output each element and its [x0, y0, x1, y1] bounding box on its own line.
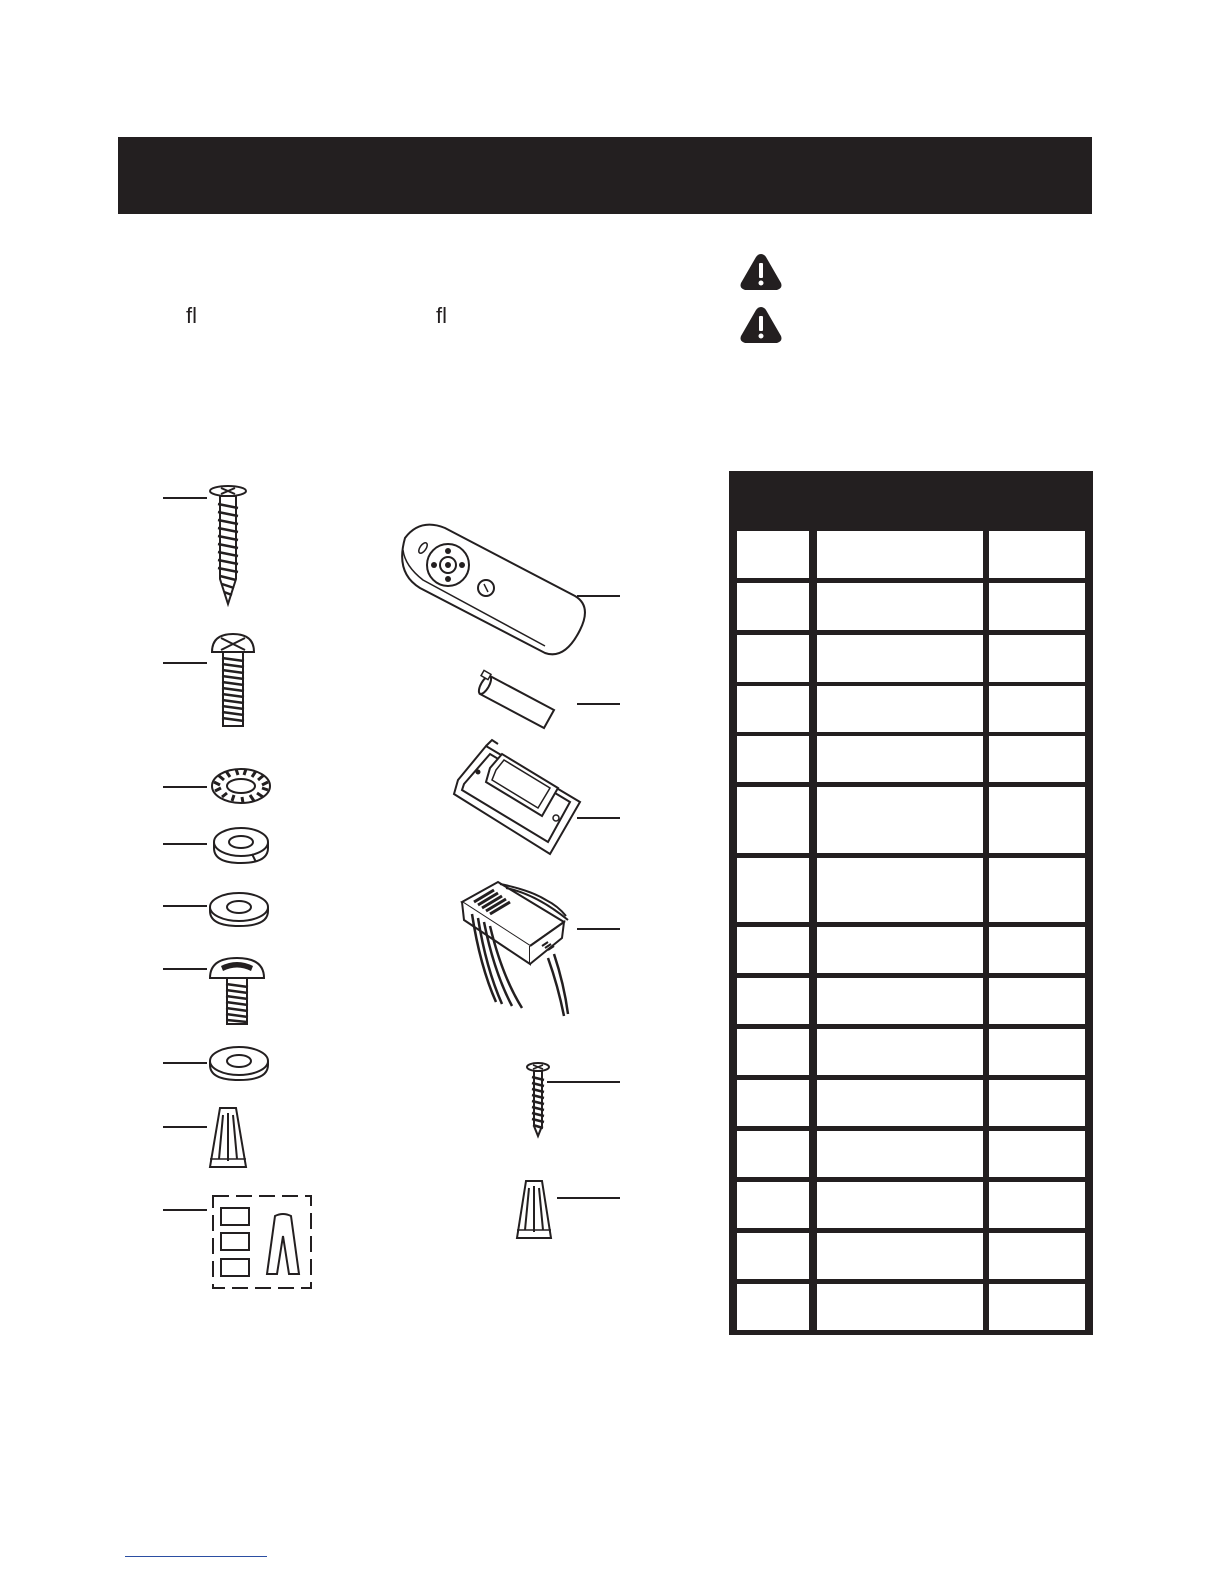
leader-line: [163, 968, 207, 970]
parts-table-cell: [817, 583, 983, 630]
parts-table-cell: [817, 686, 983, 732]
warning-triangle-icon: [739, 253, 783, 293]
truss-head-screw-icon: [207, 954, 267, 1030]
flat-washer-icon: [208, 890, 270, 930]
leader-line: [163, 843, 207, 845]
leader-line: [163, 497, 207, 499]
parts-table-cell: [989, 1284, 1085, 1330]
parts-table-cell: [737, 1284, 809, 1330]
parts-table-cell: [989, 927, 1085, 973]
parts-table-cell: [737, 1029, 809, 1075]
flat-washer-icon: [208, 1044, 270, 1084]
parts-table-cell: [817, 1029, 983, 1075]
parts-table-cell: [817, 1131, 983, 1177]
parts-table-cell: [737, 1233, 809, 1279]
parts-table-cell: [989, 635, 1085, 682]
parts-table-cell: [817, 736, 983, 782]
parts-table-cell: [989, 531, 1085, 578]
parts-table-cell: [737, 736, 809, 782]
parts-table-cell: [989, 1131, 1085, 1177]
parts-table-cell: [737, 1131, 809, 1177]
intro-ligature-2: ﬂ: [436, 303, 447, 328]
parts-table-cell: [989, 686, 1085, 732]
intro-ligature-1: ﬂ: [186, 303, 197, 328]
parts-table-cell: [817, 1080, 983, 1126]
parts-table-cell: [737, 787, 809, 853]
parts-table-cell: [737, 858, 809, 922]
parts-table-cell: [817, 1182, 983, 1228]
parts-table-cell: [989, 1080, 1085, 1126]
parts-table-cell: [737, 1182, 809, 1228]
leader-line: [163, 905, 207, 907]
parts-table-cell: [737, 686, 809, 732]
parts-table-cell: [737, 927, 809, 973]
parts-table-cell: [817, 531, 983, 578]
parts-table-cell: [817, 1284, 983, 1330]
star-lock-washer-icon: [210, 766, 272, 806]
parts-table-cell: [989, 583, 1085, 630]
wire-nut-icon: [513, 1178, 555, 1242]
battery-icon: [476, 666, 568, 732]
warning-triangle-icon: [739, 306, 783, 346]
leader-line: [577, 928, 620, 930]
wire-nut-icon: [206, 1105, 250, 1171]
leader-line: [163, 786, 207, 788]
parts-table-cell: [989, 978, 1085, 1024]
remote-holder-icon: [450, 738, 585, 858]
wood-screw-icon: [205, 484, 251, 610]
parts-table-cell: [989, 787, 1085, 853]
spare-parts-bag-icon: [211, 1194, 315, 1290]
parts-table-cell: [817, 858, 983, 922]
parts-table-cell: [817, 927, 983, 973]
parts-table-cell: [737, 531, 809, 578]
leader-line: [557, 1197, 620, 1199]
parts-table-cell: [737, 583, 809, 630]
leader-line: [163, 1062, 207, 1064]
leader-line: [163, 662, 207, 664]
parts-table-cell: [737, 978, 809, 1024]
split-lock-washer-icon: [212, 826, 270, 866]
leader-line: [577, 703, 620, 705]
parts-table: [729, 471, 1093, 1335]
leader-line: [547, 1081, 620, 1083]
parts-table-cell: [817, 1233, 983, 1279]
small-screw-icon: [525, 1062, 551, 1138]
parts-table-cell: [737, 1080, 809, 1126]
machine-screw-icon: [207, 630, 259, 730]
leader-line: [163, 1126, 207, 1128]
parts-table-cell: [989, 858, 1085, 922]
parts-table-cell: [737, 635, 809, 682]
remote-control-icon: [395, 518, 590, 664]
leader-line: [163, 1209, 207, 1211]
parts-table-cell: [817, 787, 983, 853]
receiver-icon: [450, 876, 578, 1022]
parts-table-cell: [989, 1233, 1085, 1279]
parts-table-cell: [989, 1029, 1085, 1075]
parts-table-cell: [989, 736, 1085, 782]
footer-link-underline[interactable]: [125, 1556, 267, 1557]
section-header-bar: [118, 137, 1092, 214]
parts-table-cell: [817, 635, 983, 682]
parts-table-cell: [989, 1182, 1085, 1228]
parts-table-cell: [817, 978, 983, 1024]
